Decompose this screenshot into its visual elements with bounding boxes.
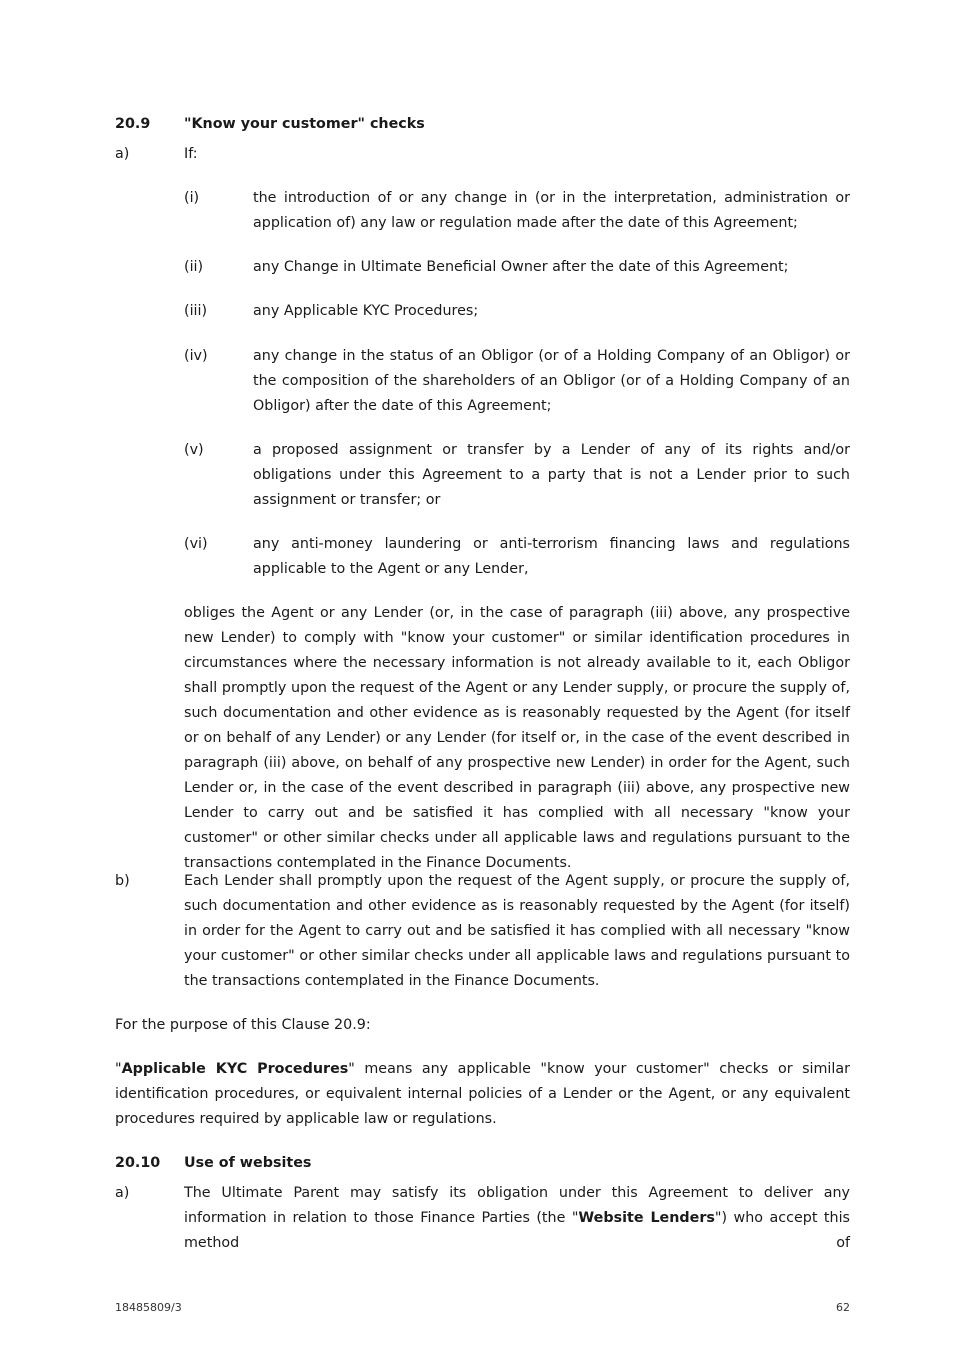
paragraph-text [184,1181,850,1256]
item-label: (vi) [184,536,208,552]
defined-term: Website Lenders [578,1210,715,1226]
item-label: (iii) [184,303,208,319]
definition-text: " means any applicable "know your customer" checks or similar identification procedures, or equivalent internal policies of a Lender or the Agent, or any equivalent procedures required by applicable law or regulations. [115,1061,850,1127]
purpose-statement: For the purpose of this Clause 20.9: [115,1017,371,1033]
item-label: (ii) [184,259,204,275]
paragraph-text-before: The Ultimate Parent may satisfy its obligation under this Agreement to deliver any information in relation to those Finance Parties (the " [184,1185,850,1226]
item-label: (iv) [184,348,208,364]
page-number: 62 [836,1301,850,1314]
paragraph-label: a) [115,146,130,162]
item-text: any anti-money laundering or anti-terrorism financing laws and regulations applicable to the Agent or any Lender, [253,536,850,577]
paragraph-text: Each Lender shall promptly upon the request of the Agent supply, or procure the supply of, such documentation and other evidence as is reasonably requested by the Agent (for itself) in order for the Agent to carry out and be satisfied it has complied with all necessary "know your customer" or other similar checks under all applicable laws and regulations pursuant to the transactions contemplated in the Finance Documents. [184,873,850,989]
item-text: the introduction of or any change in (or in the interpretation, administration or application of) any law or regulation made after the date of this Agreement; [253,190,850,231]
clause-number: 20.9 [115,116,151,132]
item-label: (v) [184,442,204,458]
item-label: (i) [184,190,200,206]
document-reference: 18485809/3 [115,1301,182,1314]
clause-number: 20.10 [115,1155,161,1171]
paragraph-continuation: obliges the Agent or any Lender (or, in the case of paragraph (iii) above, any prospective new Lender) to comply with "know your customer" or similar identification procedures in circumstances where the necessary information is not already available to it, each Obligor shall promptly upon the request of the Agent or any Lender supply, or procure the supply of, such documentation and other evidence as is reasonably requested by the Agent (for itself or on behalf of any Lender) or any Lender (for itself or, in the case of the event described in paragraph (iii) above, on behalf of any prospective new Lender) in order for the Agent, such Lender or, in the case of the event described in paragraph (iii) above, any prospective new Lender to carry out and be satisfied it has complied with all necessary "know your customer" or other similar checks under all applicable laws and regulations pursuant to the transactions contemplated in the Finance Documents. [184,605,850,871]
item-text: any Applicable KYC Procedures; [253,303,479,319]
definition [115,1057,850,1132]
definition-open-quote: " [115,1061,122,1077]
clause-title: Use of websites [184,1155,312,1171]
paragraph-text-after: ") who accept this method of [184,1210,850,1251]
item-text: any Change in Ultimate Beneficial Owner after the date of this Agreement; [253,259,789,275]
item-text: a proposed assignment or transfer by a Lender of any of its rights and/or obligations under this Agreement to a party that is not a Lender prior to such assignment or transfer; or [253,442,850,508]
paragraph-label: a) [115,1185,130,1201]
paragraph-label: b) [115,873,130,889]
clause-title: "Know your customer" checks [184,116,425,132]
paragraph-intro: If: [184,146,198,162]
defined-term: Applicable KYC Procedures [121,1061,349,1077]
item-text: any change in the status of an Obligor (or of a Holding Company of an Obligor) or the composition of the shareholders of an Obligor (or of a Holding Company of an Obligor) after the date of this Agreement; [253,348,850,414]
